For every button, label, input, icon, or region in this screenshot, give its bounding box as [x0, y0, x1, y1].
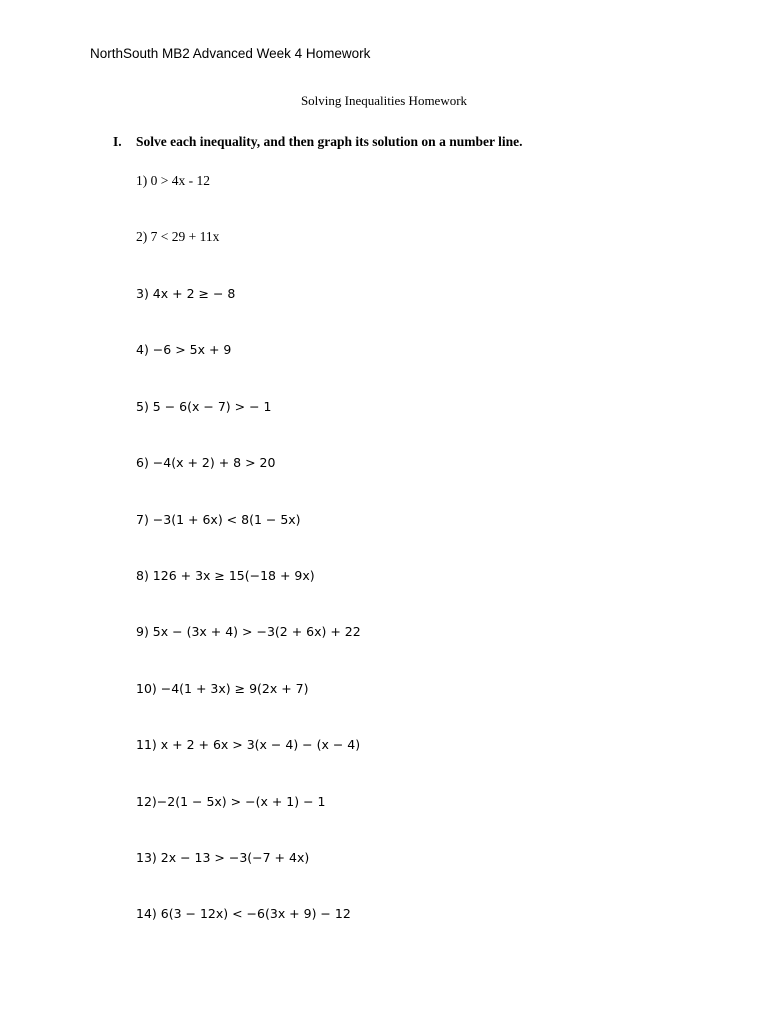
page-title: Solving Inequalities Homework [300, 93, 468, 108]
problem-5: 5) 5 − 6(x − 7) > − 1 [136, 399, 272, 414]
problem-1: 1) 0 > 4x - 12 [136, 173, 210, 188]
problem-7: 7) −3(1 + 6x) < 8(1 − 5x) [136, 512, 301, 527]
problem-2: 2) 7 < 29 + 11x [136, 229, 220, 244]
problem-11: 11) x + 2 + 6x > 3(x − 4) − (x − 4) [136, 737, 361, 752]
section-instruction: Solve each inequality, and then graph its solution on a number line. [136, 134, 523, 149]
problem-14: 14) 6(3 − 12x) < −6(3x + 9) − 12 [136, 906, 351, 921]
document-header: NorthSouth MB2 Advanced Week 4 Homework [90, 46, 371, 61]
problem-10: 10) −4(1 + 3x) ≥ 9(2x + 7) [136, 681, 309, 696]
section-heading [113, 134, 522, 150]
problem-3: 3) 4x + 2 ≥ − 8 [136, 286, 236, 301]
problem-9: 9) 5x − (3x + 4) > −3(2 + 6x) + 22 [136, 624, 361, 639]
problem-4: 4) −6 > 5x + 9 [136, 342, 232, 357]
problem-12: 12)−2(1 − 5x) > −(x + 1) − 1 [136, 794, 326, 809]
problem-13: 13) 2x − 13 > −3(−7 + 4x) [136, 850, 310, 865]
problem-6: 6) −4(x + 2) + 8 > 20 [136, 455, 276, 470]
section-number: I. [113, 134, 122, 149]
problem-8: 8) 126 + 3x ≥ 15(−18 + 9x) [136, 568, 315, 583]
